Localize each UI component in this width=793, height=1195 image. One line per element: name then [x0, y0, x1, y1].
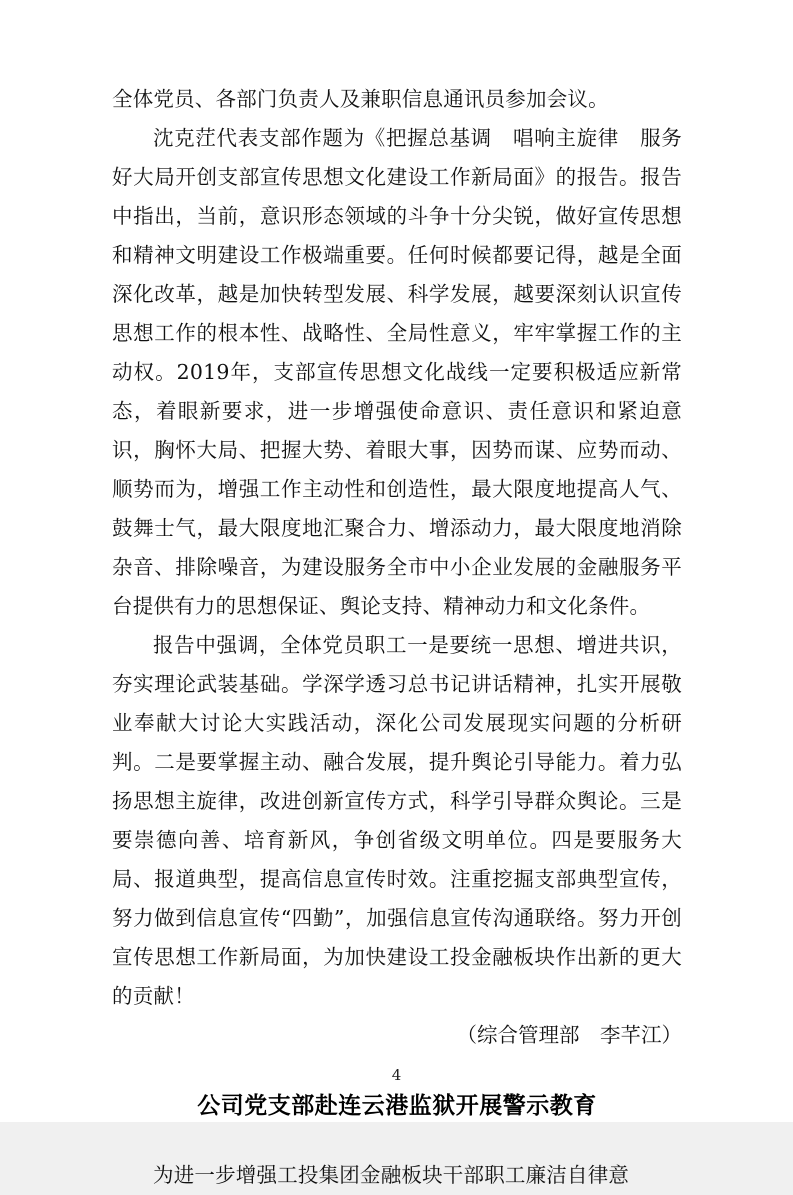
paragraph-signature: （综合管理部 李芊江）	[456, 1023, 682, 1047]
paragraph-meeting-attendees: 全体党员、各部门负责人及兼职信息通讯员参加会议。	[112, 87, 609, 111]
paragraph-report-main: 沈克茳代表支部作题为《把握总基调 唱响主旋律 服务好大局开创支部宣传思想文化建设工作新局面》的报告。报告中指出，当前，意识形态领域的斗争十分尖锐，做好宣传思想和精神文明建设工作极端重要。任何时候都要记得，越是全面深化改革，越是加快转型发展、科学发展，越要深刻认识宣传思想工作的根本性、战略性、全局性意义，牢牢掌握工作的主动权。2019年，支部宣传思想文化战线一定要积极适应新常态，着眼新要求，进一步增强使命意识、责任意识和紧迫意识，胸怀大局、把握大势、着眼大事，因势而谋、应势而动、顺势而为，增强工作主动性和创造性，最大限度地提高人气、鼓舞士气，最大限度地汇聚合力、增添动力，最大限度地消除杂音、排除噪音，为建设服务全市中小企业发展的金融服务平台提供有力的思想保证、舆论支持、精神动力和文化条件。	[112, 126, 682, 618]
paragraph-section-opening: 为进一步增强工投集团金融板块干部职工廉洁自律意	[153, 1163, 630, 1187]
page-number: 4	[391, 1066, 402, 1084]
section-heading: 公司党支部赴连云港监狱开展警示教育	[197, 1093, 597, 1119]
paragraph-report-emphasis: 报告中强调，全体党员职工一是要统一思想、增进共识，夯实理论武装基础。学深学透习总书记讲话精神，扎实开展敬业奉献大讨论大实践活动，深化公司发展现实问题的分析研判。二是要掌握主动、融合发展，提升舆论引导能力。着力弘扬思想主旋律，改进创新宣传方式，科学引导群众舆论。三是要崇德向善、培育新风，争创省级文明单位。四是要服务大局、报道典型，提高信息宣传时效。注重挖掘支部典型宣传，努力做到信息宣传“四勤”，加强信息宣传沟通联络。努力开创宣传思想工作新局面，为加快建设工投金融板块作出新的更大的贡献！	[112, 633, 682, 1008]
document-body	[112, 80, 682, 1195]
